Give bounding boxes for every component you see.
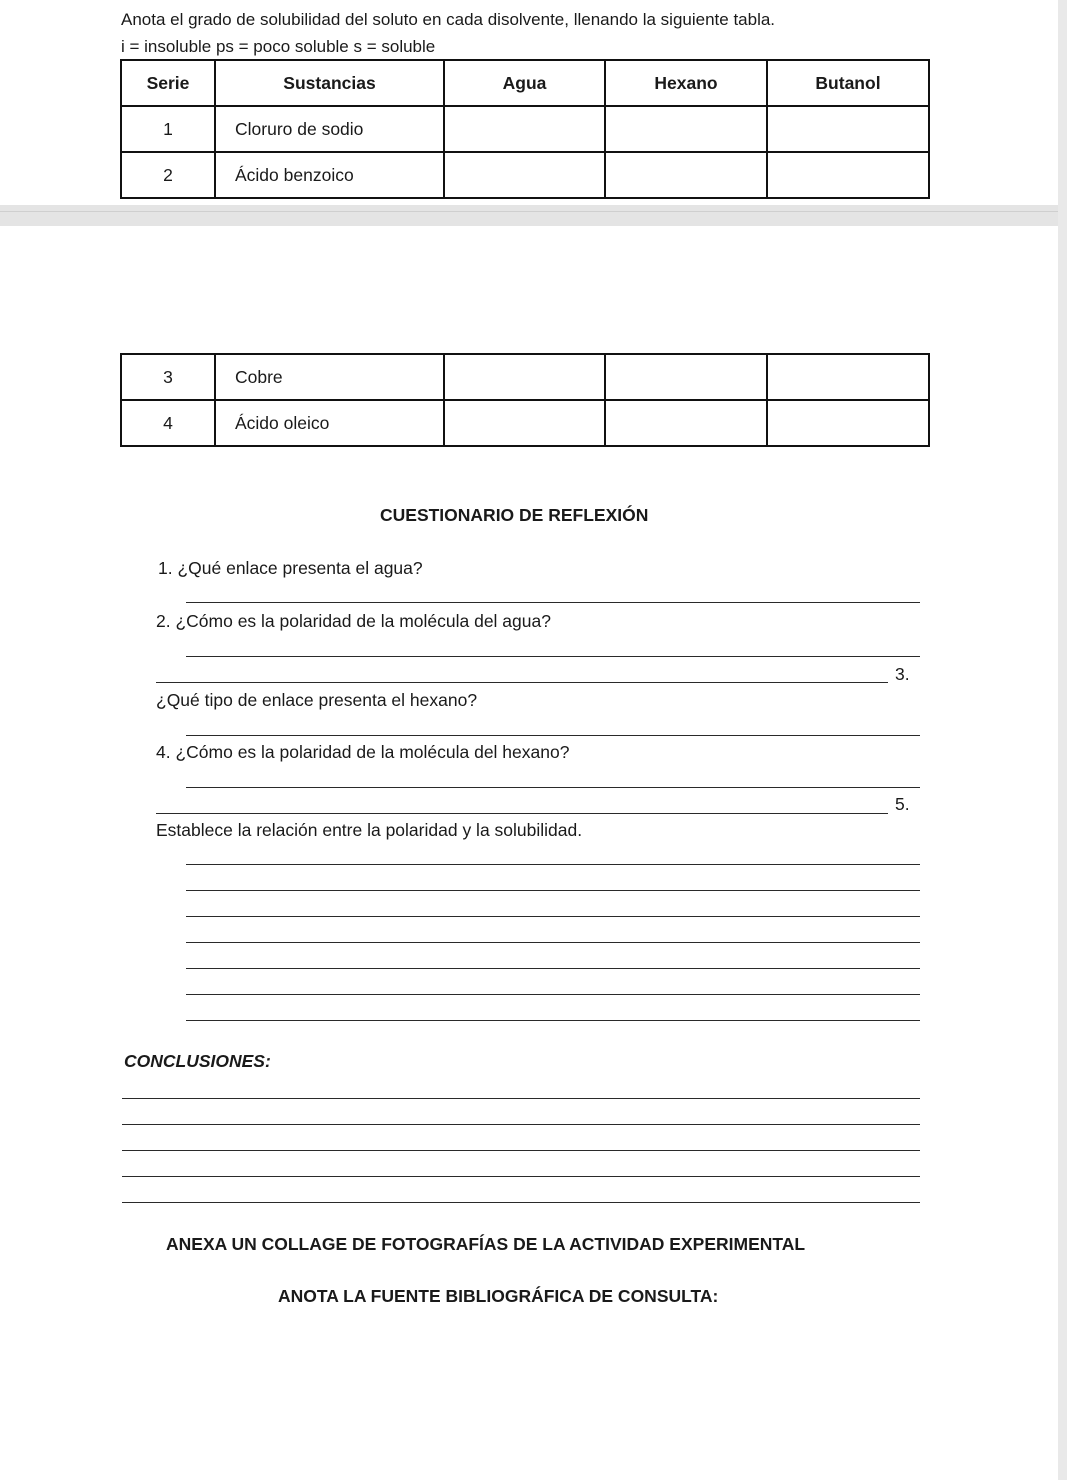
answer-line-5[interactable] bbox=[186, 916, 920, 917]
answer-line-4b[interactable] bbox=[156, 813, 888, 814]
answer-line-2a[interactable] bbox=[186, 656, 920, 657]
answer-line-1[interactable] bbox=[186, 602, 920, 603]
question-5-number: 5. bbox=[895, 794, 910, 814]
table-row bbox=[121, 400, 929, 446]
cell-hexano-empty[interactable] bbox=[605, 354, 767, 400]
cell-hexano-empty[interactable] bbox=[605, 152, 767, 198]
table-header-row bbox=[121, 60, 929, 106]
question-5: Establece la relación entre la polaridad y la solubilidad. bbox=[156, 820, 583, 840]
legend-text: i = insoluble ps = poco soluble s = soluble bbox=[121, 37, 436, 56]
answer-line-5[interactable] bbox=[186, 1020, 920, 1021]
conclusion-line[interactable] bbox=[122, 1098, 920, 1099]
cell-hexano-empty[interactable] bbox=[605, 106, 767, 152]
cell-serie: 3 bbox=[121, 354, 215, 400]
answer-line-2b[interactable] bbox=[156, 682, 888, 683]
table-row bbox=[121, 354, 929, 400]
answer-line-5[interactable] bbox=[186, 864, 920, 865]
cell-agua-empty[interactable] bbox=[444, 354, 605, 400]
header-sustancias: Sustancias bbox=[215, 60, 444, 106]
answer-line-4a[interactable] bbox=[186, 787, 920, 788]
solubility-table-part1 bbox=[120, 59, 930, 199]
cell-serie: 4 bbox=[121, 400, 215, 446]
cell-butanol-empty[interactable] bbox=[767, 354, 929, 400]
cell-agua-empty[interactable] bbox=[444, 400, 605, 446]
solubility-table-part2 bbox=[120, 353, 930, 447]
question-3-number: 3. bbox=[895, 664, 910, 684]
fuente-heading: ANOTA LA FUENTE BIBLIOGRÁFICA DE CONSULTA: bbox=[278, 1286, 719, 1306]
conclusion-line[interactable] bbox=[122, 1124, 920, 1125]
page-edge bbox=[1058, 0, 1067, 1480]
conclusion-line[interactable] bbox=[122, 1176, 920, 1177]
cell-butanol-empty[interactable] bbox=[767, 400, 929, 446]
answer-line-3[interactable] bbox=[186, 735, 920, 736]
cell-butanol-empty[interactable] bbox=[767, 152, 929, 198]
conclusion-line[interactable] bbox=[122, 1150, 920, 1151]
answer-line-5[interactable] bbox=[186, 994, 920, 995]
cell-butanol-empty[interactable] bbox=[767, 106, 929, 152]
cell-sustancia: Cloruro de sodio bbox=[215, 106, 444, 152]
answer-line-5[interactable] bbox=[186, 942, 920, 943]
cell-sustancia: Ácido benzoico bbox=[215, 152, 444, 198]
header-serie: Serie bbox=[121, 60, 215, 106]
question-2: 2. ¿Cómo es la polaridad de la molécula del agua? bbox=[156, 611, 551, 631]
cell-serie: 1 bbox=[121, 106, 215, 152]
question-4: 4. ¿Cómo es la polaridad de la molécula del hexano? bbox=[156, 742, 570, 762]
header-hexano: Hexano bbox=[605, 60, 767, 106]
answer-line-5[interactable] bbox=[186, 968, 920, 969]
cell-sustancia: Ácido oleico bbox=[215, 400, 444, 446]
header-butanol: Butanol bbox=[767, 60, 929, 106]
cuestionario-title: CUESTIONARIO DE REFLEXIÓN bbox=[380, 505, 649, 525]
instruction-text: Anota el grado de solubilidad del soluto en cada disolvente, llenando la siguiente tabla. bbox=[121, 10, 776, 29]
header-agua: Agua bbox=[444, 60, 605, 106]
conclusiones-heading: CONCLUSIONES: bbox=[124, 1051, 271, 1071]
cell-agua-empty[interactable] bbox=[444, 152, 605, 198]
conclusion-line[interactable] bbox=[122, 1202, 920, 1203]
table-row bbox=[121, 152, 929, 198]
page-break bbox=[0, 205, 1058, 226]
answer-line-5[interactable] bbox=[186, 890, 920, 891]
cell-hexano-empty[interactable] bbox=[605, 400, 767, 446]
cell-serie: 2 bbox=[121, 152, 215, 198]
cell-sustancia: Cobre bbox=[215, 354, 444, 400]
question-3: ¿Qué tipo de enlace presenta el hexano? bbox=[156, 690, 478, 710]
anexa-heading: ANEXA UN COLLAGE DE FOTOGRAFÍAS DE LA ACTIVIDAD EXPERIMENTAL bbox=[166, 1234, 806, 1254]
cell-agua-empty[interactable] bbox=[444, 106, 605, 152]
table-row bbox=[121, 106, 929, 152]
question-1: 1. ¿Qué enlace presenta el agua? bbox=[158, 558, 423, 578]
